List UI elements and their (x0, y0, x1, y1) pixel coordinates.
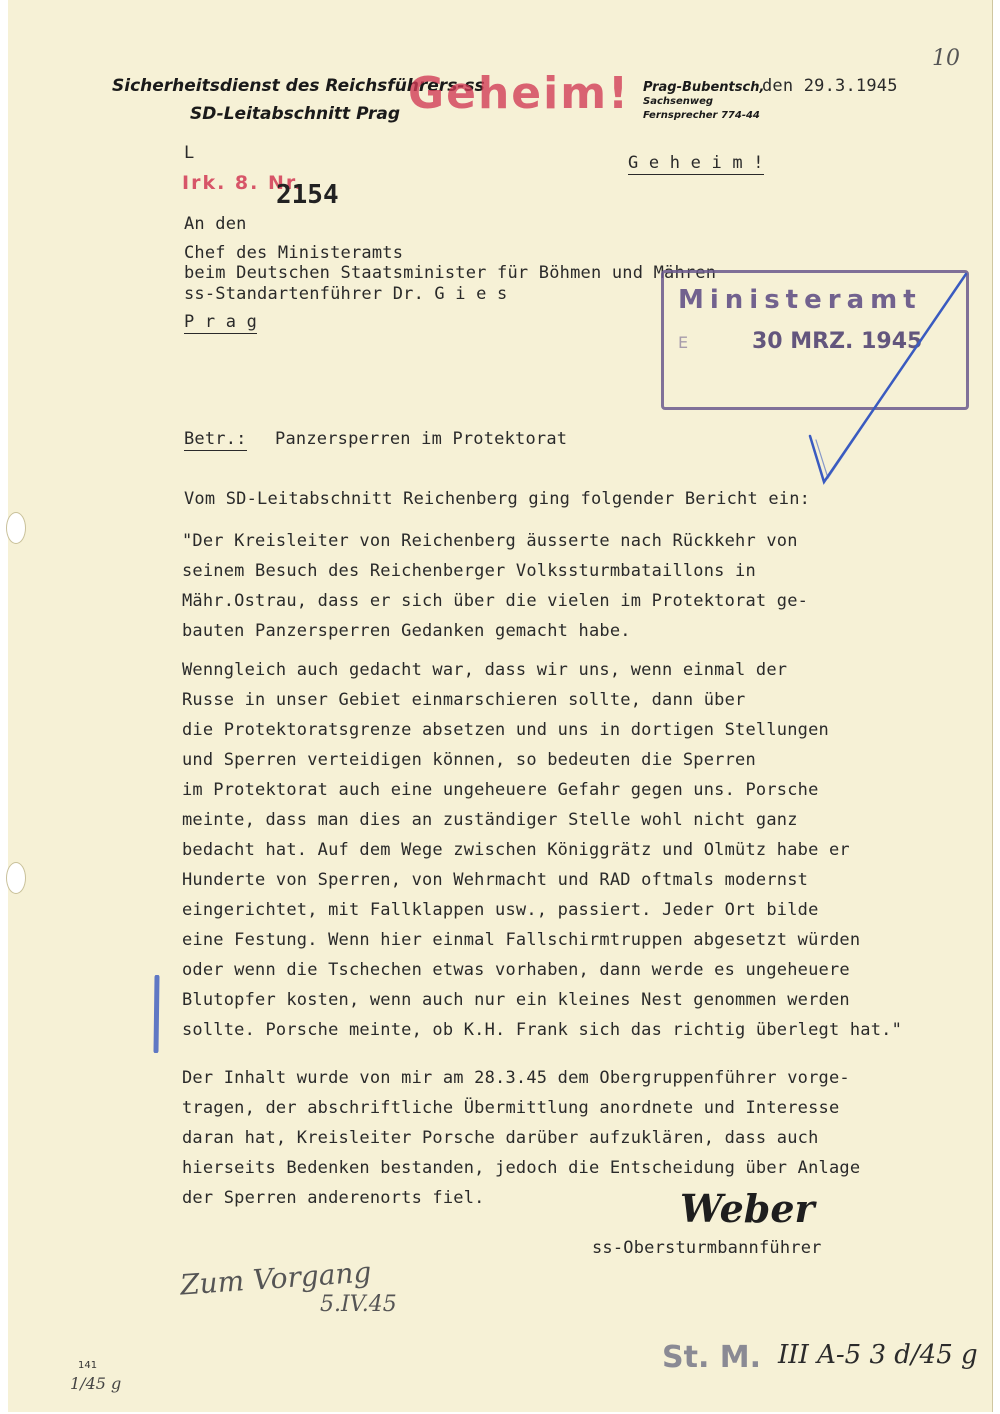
intro-line: Vom SD-Leitabschnitt Reichenberg ging folgender Bericht ein: (184, 489, 811, 509)
text-line: Mähr.Ostrau, dass er sich über die vielen im Protektorat ge- (182, 591, 809, 611)
reference-letter: L (184, 143, 195, 163)
recipient-city: P r a g (184, 312, 258, 332)
address-line1: Prag-Bubentsch, (643, 80, 765, 95)
letterhead-line2: SD-Leitabschnitt Prag (190, 104, 401, 124)
recipient-line1: An den (184, 214, 247, 234)
journal-red-stamp: Irk. 8. Nr. (182, 172, 304, 194)
address-line2: Sachsenweg (643, 96, 714, 107)
text-line: "Der Kreisleiter von Reichenberg äusserte nach Rückkehr von (182, 531, 798, 551)
subject-text: Panzersperren im Protektorat (275, 429, 568, 449)
text-line: und Sperren verteidigen können, so bedeuten die Sperren (182, 750, 756, 770)
signature-title: ss-Obersturmbannführer (592, 1238, 822, 1258)
blue-margin-mark (150, 975, 164, 1053)
text-line: hierseits Bedenken bestanden, jedoch die Entscheidung über Anlage (182, 1158, 861, 1178)
text-line: eine Festung. Wenn hier einmal Fallschirmtruppen abgesetzt würden (182, 930, 861, 950)
recipient-line4: ss-Standartenführer Dr. G i e s (184, 284, 508, 304)
journal-number: 2154 (276, 180, 339, 210)
received-stamp-title: Ministeramt (678, 285, 922, 315)
text-line: seinem Besuch des Reichenberger Volkssturmbataillons in (182, 561, 756, 581)
recipient-line3: beim Deutschen Staatsminister für Böhmen und Mähren (184, 263, 717, 283)
text-line: im Protektorat auch eine ungeheuere Gefahr gegen uns. Porsche (182, 780, 819, 800)
received-stamp-prefix: E (678, 333, 689, 352)
handwritten-signature: Weber (680, 1186, 815, 1231)
text-line: eingerichtet, mit Fallklappen usw., passiert. Jeder Ort bilde (182, 900, 819, 920)
letterhead-line1: Sicherheitsdienst des Reichsführers-ss (112, 76, 485, 96)
classification: G e h e i m ! (628, 153, 764, 173)
text-line: tragen, der abschriftliche Übermittlung anordnete und Interesse (182, 1098, 840, 1118)
page-number-pencil: 10 (932, 46, 960, 71)
text-line: Hunderte von Sperren, von Wehrmacht und RAD oftmals modernst (182, 870, 809, 890)
text-line: der Sperren anderenorts fiel. (182, 1188, 485, 1208)
bottom-left-number: 141 (78, 1360, 98, 1371)
text-line: Wenngleich auch gedacht war, dass wir uns, wenn einmal der (182, 660, 788, 680)
address-line3: Fernsprecher 774-44 (643, 110, 760, 121)
paragraph-2 (182, 655, 972, 1045)
file-reference: III A-5 3 d/45 g (778, 1340, 978, 1370)
paragraph-1 (182, 526, 972, 646)
bottom-left-reference: 1/45 g (70, 1374, 122, 1393)
text-line: Der Inhalt wurde von mir am 28.3.45 dem Obergruppenführer vorge- (182, 1068, 850, 1088)
paragraph-3 (182, 1063, 972, 1213)
subject-label: Betr.: (184, 429, 247, 449)
blue-check-mark (790, 268, 980, 496)
text-line: oder wenn die Tschechen etwas vorhaben, dann werde es ungeheuere (182, 960, 850, 980)
text-line: Russe in unser Gebiet einmarschieren sollte, dann über (182, 690, 746, 710)
document-date: den 29.3.1945 (762, 76, 898, 96)
handwritten-note: Zum Vorgang (179, 1255, 373, 1302)
text-line: bauten Panzersperren Gedanken gemacht habe. (182, 621, 631, 641)
text-line: daran hat, Kreisleiter Porsche darüber aufzuklären, dass auch (182, 1128, 819, 1148)
geheim-red-stamp: Geheim! (408, 68, 631, 119)
text-line: bedacht hat. Auf dem Wege zwischen Königgrätz und Olmütz habe er (182, 840, 850, 860)
text-line: meinte, dass man dies an zuständiger Stelle wohl nicht ganz (182, 810, 798, 830)
file-stamp: St. M. (662, 1340, 762, 1375)
punch-hole (6, 862, 26, 894)
punch-hole (6, 512, 26, 544)
received-stamp-date: 30 MRZ. 1945 (752, 329, 923, 354)
text-line: sollte. Porsche meinte, ob K.H. Frank sich das richtig überlegt hat." (182, 1020, 903, 1040)
text-line: Blutopfer kosten, wenn auch nur ein kleines Nest genommen werden (182, 990, 850, 1010)
recipient-line2: Chef des Ministeramts (184, 243, 404, 263)
handwritten-date: 5.IV.45 (320, 1292, 397, 1317)
text-line: die Protektoratsgrenze absetzen und uns in dortigen Stellungen (182, 720, 829, 740)
